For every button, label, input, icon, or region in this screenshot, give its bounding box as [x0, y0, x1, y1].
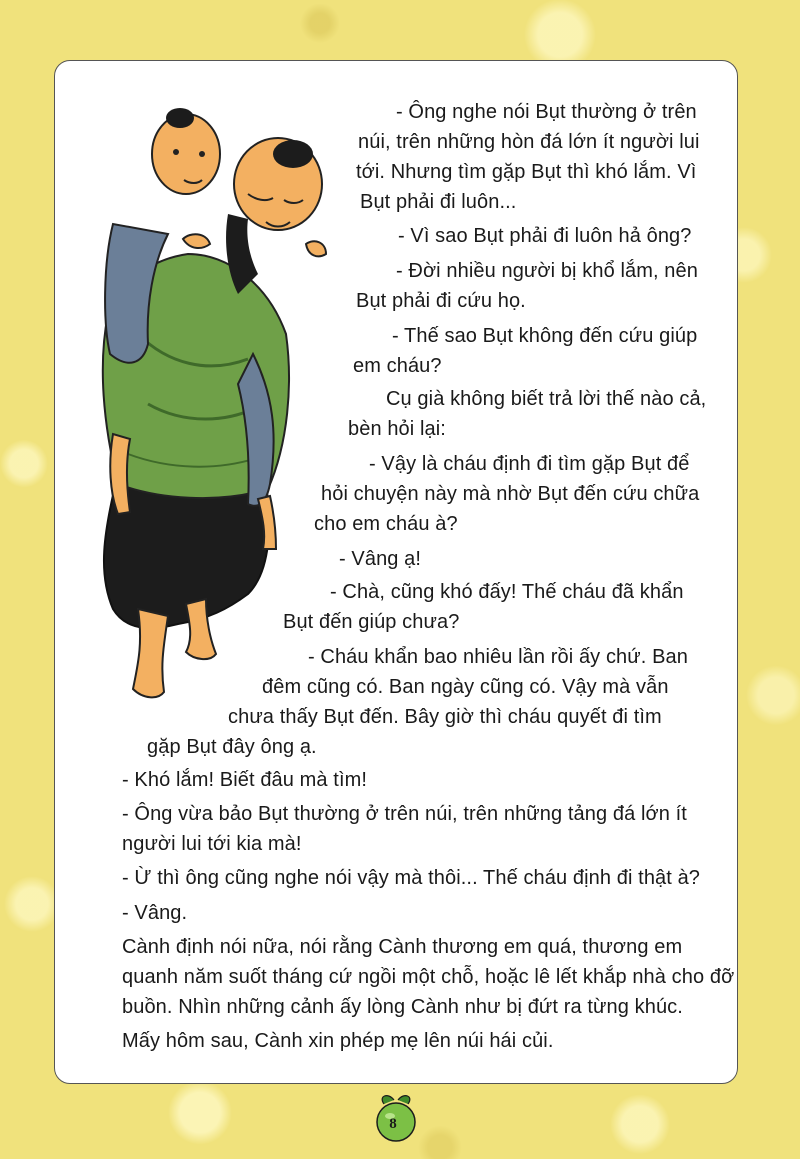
text-line: Bụt đến giúp chưa? [283, 611, 460, 633]
text-line: - Vâng. [122, 902, 188, 924]
text-line: - Khó lắm! Biết đâu mà tìm! [122, 769, 368, 791]
text-line: đêm cũng có. Ban ngày cũng có. Vậy mà vẫn [262, 676, 669, 698]
text-line: núi, trên những hòn đá lớn ít người lui [358, 131, 700, 153]
text-line: - Ông vừa bảo Bụt thường ở trên núi, trên những tảng đá lớn ít [122, 803, 687, 825]
text-line: tới. Nhưng tìm gặp Bụt thì khó lắm. Vì [356, 161, 697, 183]
text-line: - Cháu khẩn bao nhiêu lần rồi ấy chứ. Ban [308, 646, 688, 668]
text-line: Mấy hôm sau, Cành xin phép mẹ lên núi hái củi. [122, 1030, 554, 1052]
text-line: - Vậy là cháu định đi tìm gặp Bụt để [369, 453, 690, 475]
text-line: - Chà, cũng khó đấy! Thế cháu đã khẩn [330, 581, 684, 603]
text-line: - Vì sao Bụt phải đi luôn hả ông? [398, 225, 692, 247]
text-line: Bụt phải đi luôn... [360, 191, 517, 213]
text-line: cho em cháu à? [314, 513, 458, 535]
text-line: Cành định nói nữa, nói rằng Cành thương em quá, thương em [122, 936, 683, 958]
text-line: quanh năm suốt tháng cứ ngồi một chỗ, hoặc lê lết khắp nhà cho đỡ [122, 966, 735, 988]
text-line: - Ông nghe nói Bụt thường ở trên [396, 101, 697, 123]
text-line: - Vâng ạ! [339, 548, 422, 570]
page-number: 8 [389, 1116, 397, 1132]
text-line: gặp Bụt đây ông ạ. [147, 736, 317, 758]
text-line: Cụ già không biết trả lời thế nào cả, [386, 388, 707, 410]
text-line: - Thế sao Bụt không đến cứu giúp [392, 325, 698, 347]
text-line: hỏi chuyện này mà nhờ Bụt đến cứu chữa [321, 483, 700, 505]
text-line: - Đời nhiều người bị khổ lắm, nên [396, 260, 698, 282]
text-line: chưa thấy Bụt đến. Bây giờ thì cháu quyết đi tìm [228, 706, 662, 728]
text-line: buồn. Nhìn những cảnh ấy lòng Cành như bị đứt ra từng khúc. [122, 996, 683, 1018]
text-line: - Ừ thì ông cũng nghe nói vậy mà thôi... Thế cháu định đi thật à? [122, 867, 701, 889]
text-line: bèn hỏi lại: [348, 418, 446, 440]
text-line: em cháu? [353, 355, 442, 377]
text-line: người lui tới kia mà! [122, 833, 302, 855]
text-line: Bụt phải đi cứu họ. [356, 290, 526, 312]
